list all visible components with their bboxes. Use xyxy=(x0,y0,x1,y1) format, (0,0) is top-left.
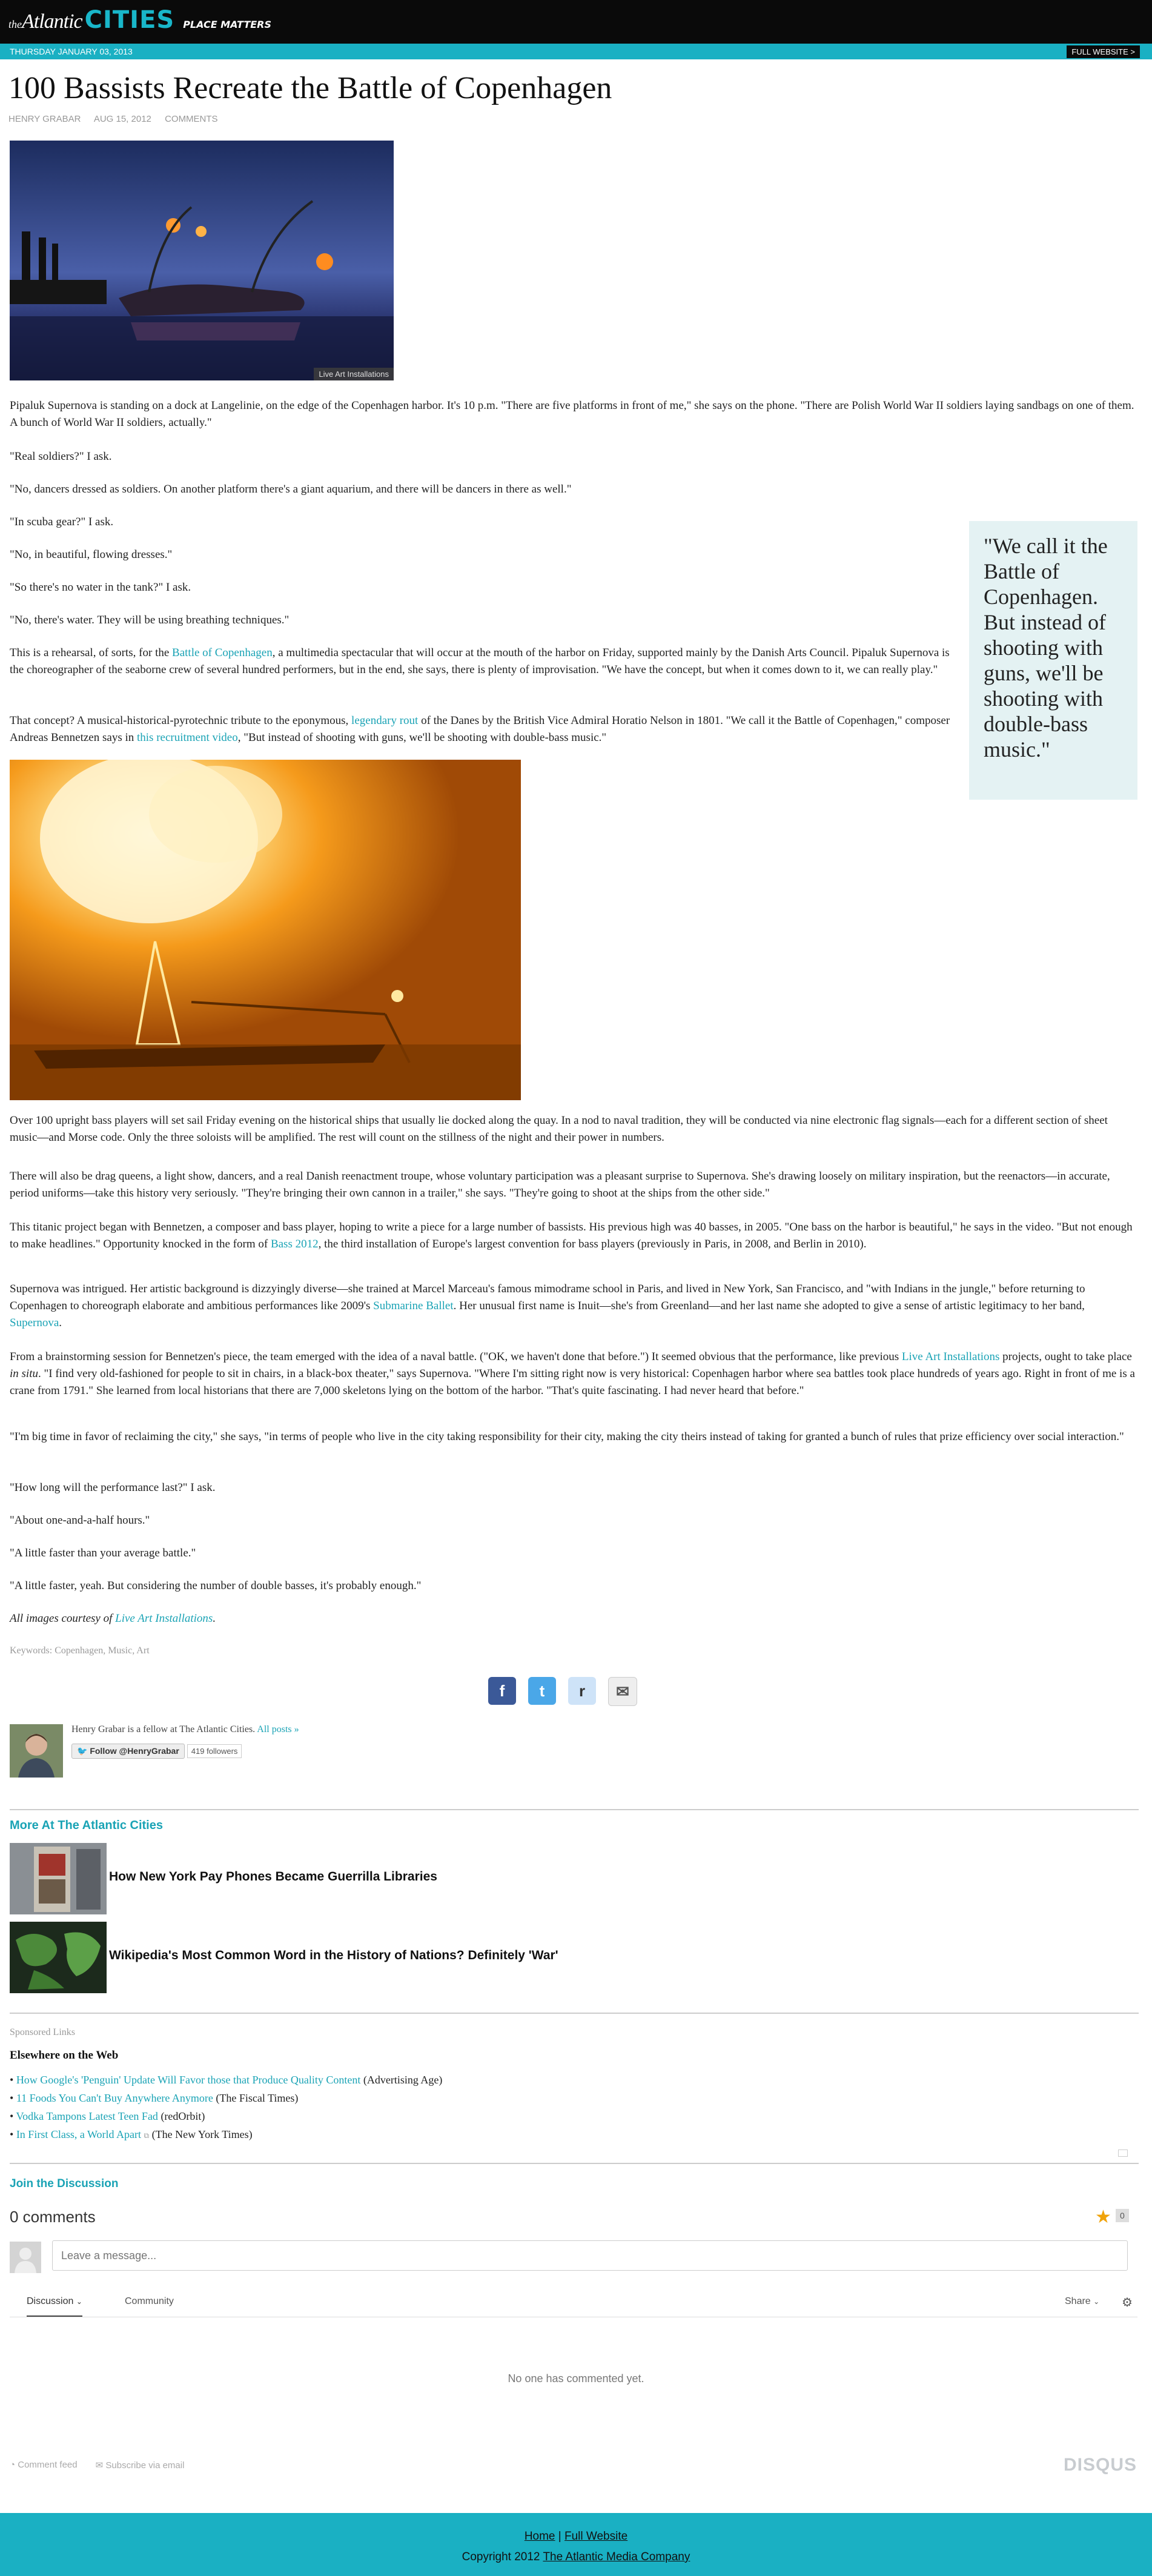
logo-atlantic: Atlantic xyxy=(22,10,82,33)
list-item xyxy=(10,2071,442,2089)
divider xyxy=(10,1809,1139,1810)
list-item xyxy=(10,2107,442,2125)
sponsored-link[interactable]: 11 Foods You Can't Buy Anywhere Anymore xyxy=(16,2092,213,2104)
sponsored-link[interactable]: Vodka Tampons Latest Teen Fad xyxy=(16,2110,158,2122)
word-map-image xyxy=(10,1922,107,1993)
text-span: This titanic project began with Bennetzen, a composer and bass player, hoping to write a piece for a large number of bassists. His previous high was 40 basses, in 2005. "One bass on the harbor is beautiful," he says in the video. "But not enough to make headlines." Opportunity knocked in the form of xyxy=(10,1221,1133,1250)
default-avatar-icon xyxy=(10,2242,41,2273)
text-span: Supernova was intrigued. Her artistic background is dizzyingly diverse—she trained at Marcel Marceau's famous mimodrame school in Paris, and lived in New York, San Francisco, and "with Indians in the jungle," before returning to Copenhagen to choreograph elaborate and ambitious performances like 2009's xyxy=(10,1283,1085,1312)
paragraph: "So there's no water in the tank?" I ask. xyxy=(10,581,191,594)
text-span: That concept? A musical-historical-pyrotechnic tribute to the eponymous, xyxy=(10,714,352,727)
text-span: . xyxy=(213,1612,216,1625)
payphone-image xyxy=(10,1843,107,1914)
facebook-share-button[interactable]: f xyxy=(488,1677,516,1705)
sponsored-link[interactable]: In First Class, a World Apart xyxy=(16,2128,142,2140)
twitter-follow xyxy=(71,1744,242,1759)
link-source: (redOrbit) xyxy=(161,2110,205,2122)
paragraph: "About one-and-a-half hours." xyxy=(10,1514,150,1527)
text-span: From a brainstorming session for Bennetzen's piece, the team emerged with the idea of a naval battle. ("OK, we haven't done that before.") It seemed obvious that the performance, like previous xyxy=(10,1350,902,1363)
article-photo-fire xyxy=(10,760,521,1100)
comment-input[interactable] xyxy=(52,2240,1128,2271)
chevron-down-icon: ⌄ xyxy=(76,2297,82,2306)
twitter-follow-button[interactable] xyxy=(71,1744,185,1759)
author-bio xyxy=(71,1724,299,1735)
divider xyxy=(10,2013,1139,2014)
text-span: This is a rehearsal, of sorts, for the xyxy=(10,646,173,659)
footer-home-link[interactable]: Home xyxy=(524,2530,555,2543)
link-source: (The New York Times) xyxy=(151,2128,253,2140)
byline xyxy=(8,114,229,124)
star-count: 0 xyxy=(1116,2209,1129,2222)
tab-community[interactable]: Community xyxy=(125,2296,174,2306)
article-title: 100 Bassists Recreate the Battle of Copenhagen xyxy=(8,71,612,105)
text-span: . "I find very old-fashioned for people to sit in chairs, in a black-box theater," says Supernova. "Where I'm sitting right now is very historical: Copenhagen harbor where sea battles took place hundreds of years ago. Right in front of me is a crane from 1791." She learned from local historians that there are 7,000 skeletons lying on the bottom of the harbor. "That's quite fascinating. I had never heard that before." xyxy=(10,1367,1135,1397)
text-span: projects, ought to take place xyxy=(999,1350,1132,1363)
paragraph xyxy=(10,1349,1136,1399)
author-name[interactable]: HENRY GRABAR xyxy=(8,114,81,124)
legendary-rout-link[interactable]: legendary rout xyxy=(351,714,419,727)
sponsored-label: Sponsored Links xyxy=(10,2027,75,2037)
site-logo[interactable] xyxy=(8,6,271,38)
logo-the: the xyxy=(8,18,22,30)
sponsored-link[interactable]: How Google's 'Penguin' Update Will Favor those that Produce Quality Content xyxy=(16,2074,361,2086)
twitter-bird-icon: 🐦 xyxy=(77,1746,88,1756)
more-thumb-payphone[interactable] xyxy=(10,1843,107,1914)
comment-count: 0 comments xyxy=(10,2208,96,2226)
publish-date: AUG 15, 2012 xyxy=(93,114,151,124)
copyright-text: Copyright 2012 xyxy=(462,2551,543,2563)
user-avatar xyxy=(10,2242,41,2273)
reddit-share-button[interactable]: r xyxy=(568,1677,596,1705)
paragraph: There will also be drag queens, a light show, dancers, and a real Danish reenactment troupe, whose voluntary participation was a pleasant surprise to Supernova. She's drawing loosely on military inspiration, but the reenactors—in accurate, period uniforms—take this history very seriously. "They're bringing their own cannon in a trailer," she says. "They're going to shoot at the ships from the other side." xyxy=(10,1170,1110,1200)
all-posts-link[interactable]: All posts » xyxy=(257,1724,299,1734)
subscribe-label: Subscribe via email xyxy=(105,2460,185,2471)
comments-link[interactable]: COMMENTS xyxy=(165,114,218,124)
credit-link[interactable]: Live Art Installations xyxy=(115,1612,213,1625)
text-span: of the Danes by the British Vice Admiral Horatio Nelson in 1801. "We call it the Battle of Copenhagen," composer Andreas Bennetzen says in xyxy=(10,714,950,744)
author-bio-text: Henry Grabar is a fellow at The Atlantic Cities. xyxy=(71,1724,256,1734)
list-item xyxy=(10,2125,442,2145)
recruitment-video-link[interactable]: this recruitment video xyxy=(137,731,238,744)
paragraph xyxy=(10,1281,1136,1332)
paragraph: Over 100 upright bass players will set sail Friday evening on the historical ships that usually lie docked along the quay. In a nod to naval tradition, they will be conducted via nine electronic flag signals—each for a different section of sheet music—and Morse code. Only the three soloists will be amplified. The rest will count on the stillness of the night and their power in numbers. xyxy=(10,1114,1108,1144)
adchoices-icon[interactable] xyxy=(1118,2149,1128,2157)
empty-comments-message: No one has commented yet. xyxy=(508,2372,644,2385)
paragraph: Pipaluk Supernova is standing on a dock at Langelinie, on the edge of the Copenhagen harbor. It's 10 p.m. "There are five platforms in front of me," she says on the phone. "There are Polish World War II soldiers laying sandbags on one of them. A bunch of World War II soldiers, actually." xyxy=(10,399,1134,429)
author-avatar[interactable] xyxy=(10,1724,63,1778)
sponsored-links xyxy=(10,2071,442,2145)
tab-discussion[interactable] xyxy=(27,2296,82,2317)
link-source: (Advertising Age) xyxy=(363,2074,443,2086)
live-art-installations-link[interactable]: Live Art Installations xyxy=(901,1350,1000,1363)
follow-label: Follow @HenryGrabar xyxy=(90,1746,179,1756)
twitter-share-button[interactable]: t xyxy=(528,1677,556,1705)
footer-separator: | xyxy=(555,2530,564,2543)
star-icon[interactable]: ★ xyxy=(1095,2207,1111,2227)
comment-feed-label: Comment feed xyxy=(18,2460,78,2470)
email-share-button[interactable]: ✉ xyxy=(608,1677,637,1706)
text-span: . Her unusual first name is Inuit—she's from Greenland—and her last name she adopted to give a sense of artistic legitimacy to her band, xyxy=(453,1300,1085,1312)
elsewhere-heading: Elsewhere on the Web xyxy=(10,2049,119,2062)
date-bar xyxy=(0,44,1152,59)
disqus-logo[interactable]: DISQUS xyxy=(1064,2455,1137,2475)
paragraph: "No, in beautiful, flowing dresses." xyxy=(10,548,173,561)
divider xyxy=(10,2163,1139,2164)
share-label: Share xyxy=(1065,2296,1091,2306)
chevron-down-icon: ⌄ xyxy=(1093,2297,1100,2306)
image-credit xyxy=(10,1610,216,1627)
full-website-link[interactable]: FULL WEBSITE > xyxy=(1067,45,1140,58)
paragraph: "I'm big time in favor of reclaiming the city," she says, "in terms of people who live in the city taking responsibility for their city, making the city theirs instead of taking for granted a bunch of rules that prize efficiency over social interaction." xyxy=(10,1430,1124,1443)
follower-count: 419 followers xyxy=(187,1744,242,1758)
paragraph: "A little faster, yeah. But considering the number of double basses, it's probably enough." xyxy=(10,1579,422,1592)
text-span: , "But instead of shooting with guns, we'll be shooting with double-bass music." xyxy=(237,731,607,744)
italic-text: in situ xyxy=(10,1367,38,1380)
text-span: , a multimedia spectacular that will occur at the mouth of the harbor on Friday, supported mainly by the Danish Arts Council. Pipaluk Supernova is the choreographer of the seaborne crew of several hundred performers, but in the end, she says, there is plenty of improvisation. "We have the concept, but when it comes down to it, we can really play." xyxy=(10,646,950,676)
fire-performance-image xyxy=(10,760,521,1100)
footer-full-website-link[interactable]: Full Website xyxy=(564,2530,628,2543)
site-header xyxy=(0,0,1152,44)
more-heading: More At The Atlantic Cities xyxy=(10,1819,163,1832)
link-source: (The Fiscal Times) xyxy=(216,2092,299,2104)
more-link-wikipedia[interactable]: Wikipedia's Most Common Word in the History of Nations? Definitely 'War' xyxy=(109,1948,558,1962)
paragraph xyxy=(10,645,955,679)
more-thumb-map[interactable] xyxy=(10,1922,107,1993)
pull-quote-text: "We call it the Battle of Copenhagen. But instead of shooting with guns, we'll be shooting with double-bass music." xyxy=(984,534,1108,762)
paragraph: "In scuba gear?" I ask. xyxy=(10,516,114,528)
paragraph: "No, there's water. They will be using breathing techniques." xyxy=(10,614,290,626)
logo-tagline: PLACE MATTERS xyxy=(183,19,271,30)
email-icon: ✉ xyxy=(95,2460,104,2471)
more-link-payphones[interactable]: How New York Pay Phones Became Guerrilla Libraries xyxy=(109,1870,437,1884)
external-link-icon: ⧉ xyxy=(144,2131,150,2140)
text-span: All images courtesy of xyxy=(10,1612,116,1625)
paragraph xyxy=(10,712,955,746)
paragraph xyxy=(10,1219,1136,1253)
subscribe-email-link[interactable] xyxy=(96,2460,185,2471)
photo-caption: Live Art Installations xyxy=(314,368,394,380)
gear-icon[interactable]: ⚙ xyxy=(1122,2296,1133,2309)
copyright xyxy=(0,2551,1152,2564)
bass-2012-link[interactable]: Bass 2012 xyxy=(270,1238,319,1250)
supernova-link[interactable]: Supernova xyxy=(10,1316,59,1329)
site-footer xyxy=(0,2513,1152,2576)
article-photo-night-harbor xyxy=(10,141,394,380)
list-item xyxy=(10,2089,442,2107)
night-harbor-image xyxy=(10,141,394,380)
footer-links xyxy=(0,2530,1152,2543)
share-menu[interactable] xyxy=(1065,2296,1099,2315)
paragraph: "A little faster than your average battle." xyxy=(10,1547,196,1559)
logo-cities: CITIES xyxy=(84,6,175,34)
paragraph: "Real soldiers?" I ask. xyxy=(10,450,112,463)
atlantic-media-link[interactable]: The Atlantic Media Company xyxy=(543,2551,690,2563)
author-photo xyxy=(10,1724,63,1778)
discussion-heading: Join the Discussion xyxy=(10,2177,119,2190)
share-buttons xyxy=(488,1677,637,1706)
pull-quote xyxy=(969,521,1137,800)
rss-icon: ◔ xyxy=(10,2460,16,2470)
paragraph: "How long will the performance last?" I ask. xyxy=(10,1481,216,1494)
submarine-ballet-link[interactable]: Submarine Ballet xyxy=(373,1300,454,1312)
keywords: Keywords: Copenhagen, Music, Art xyxy=(10,1645,150,1656)
current-date: THURSDAY JANUARY 03, 2013 xyxy=(10,47,133,56)
text-span: . xyxy=(59,1316,62,1329)
battle-of-copenhagen-link[interactable]: Battle of Copenhagen xyxy=(172,646,273,659)
text-span: , the third installation of Europe's largest convention for bass players (previously in Paris, in 2008, and Berlin in 2010). xyxy=(318,1238,867,1250)
comment-feeds xyxy=(10,2460,184,2471)
comment-feed-link[interactable] xyxy=(10,2460,78,2471)
paragraph: "No, dancers dressed as soldiers. On another platform there's a giant aquarium, and there will be dancers in there as well." xyxy=(10,483,572,496)
tab-label: Discussion xyxy=(27,2296,74,2306)
